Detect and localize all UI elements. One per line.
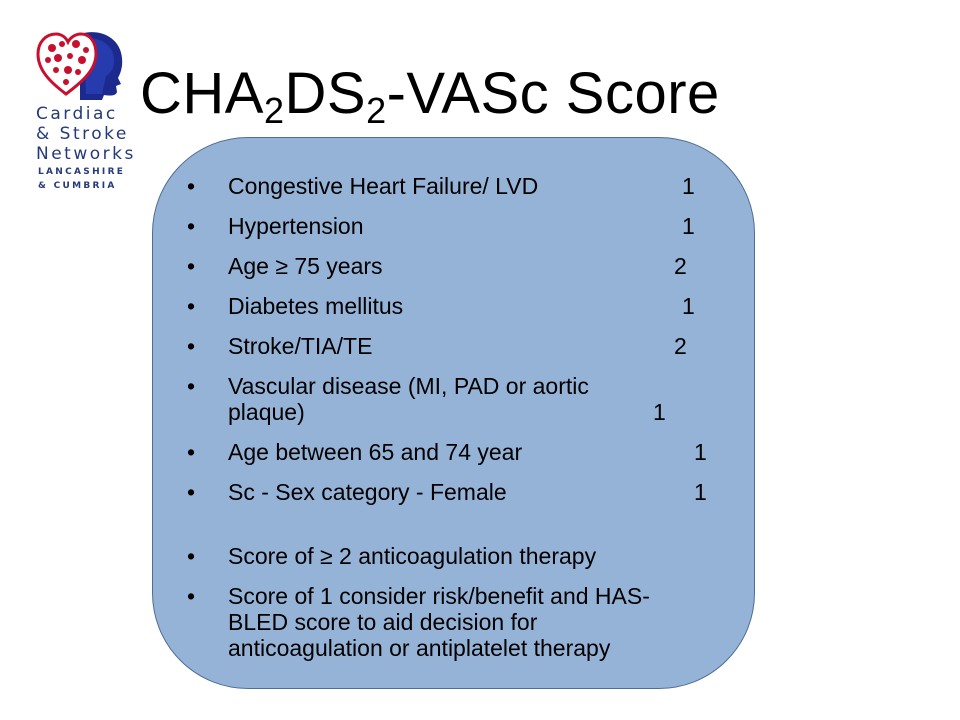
criterion-points: 1: [682, 173, 695, 199]
logo-line: Cardiac: [36, 104, 118, 124]
criterion-label: • Congestive Heart Failure/ LVD: [228, 173, 539, 199]
criterion-label: • Age ≥ 75 years: [228, 253, 383, 279]
criterion-label: • Stroke/TIA/TE: [228, 333, 373, 359]
criterion-label: • Diabetes mellitus: [228, 293, 404, 319]
criterion-label: • Vascular disease (MI, PAD or aortic: [228, 373, 589, 399]
logo-subtitle: [38, 165, 125, 193]
criterion-points: 2: [674, 253, 687, 279]
title-subscript: 2: [366, 90, 387, 132]
logo-sub-line: LANCASHIRE: [38, 167, 126, 177]
criterion-points: 2: [674, 333, 687, 359]
logo-line: & Stroke: [36, 124, 129, 144]
logo-text: [36, 104, 136, 164]
logo-sub-line: & CUMBRIA: [38, 181, 117, 191]
title-part: -VASc Score: [386, 61, 720, 126]
title-part: DS: [284, 61, 367, 126]
title-part: CHA: [140, 61, 264, 126]
note-item: • Score of 1 consider risk/benefit and HAS-BLED score to aid decision for anticoagulation or antiplatelet therapy: [187, 583, 688, 661]
list-item: [187, 213, 747, 239]
criterion-label: • Hypertension: [228, 213, 364, 239]
list-item: [187, 293, 747, 319]
criterion-points: 1: [682, 213, 695, 239]
criterion-points: 1: [694, 479, 707, 505]
heart-head-logo-icon: [36, 28, 126, 100]
list-item: [187, 439, 747, 465]
criterion-points: 1: [694, 439, 707, 465]
score-panel: [152, 137, 755, 689]
list-item: [187, 173, 747, 199]
list-item: [187, 479, 747, 505]
criterion-label-continued: plaque): [228, 399, 305, 425]
criteria-list: [187, 173, 747, 675]
note-item: • Score of ≥ 2 anticoagulation therapy: [187, 543, 747, 569]
criterion-label: • Sc - Sex category - Female: [228, 479, 507, 505]
list-item: [187, 373, 747, 425]
page-title: [140, 58, 720, 130]
logo-line: Networks: [36, 144, 136, 164]
list-item: [187, 253, 747, 279]
title-subscript: 2: [263, 90, 285, 132]
criterion-points: 1: [653, 399, 666, 425]
criterion-points: 1: [682, 293, 695, 319]
criterion-label: • Age between 65 and 74 year: [228, 439, 523, 465]
list-item: [187, 333, 747, 359]
